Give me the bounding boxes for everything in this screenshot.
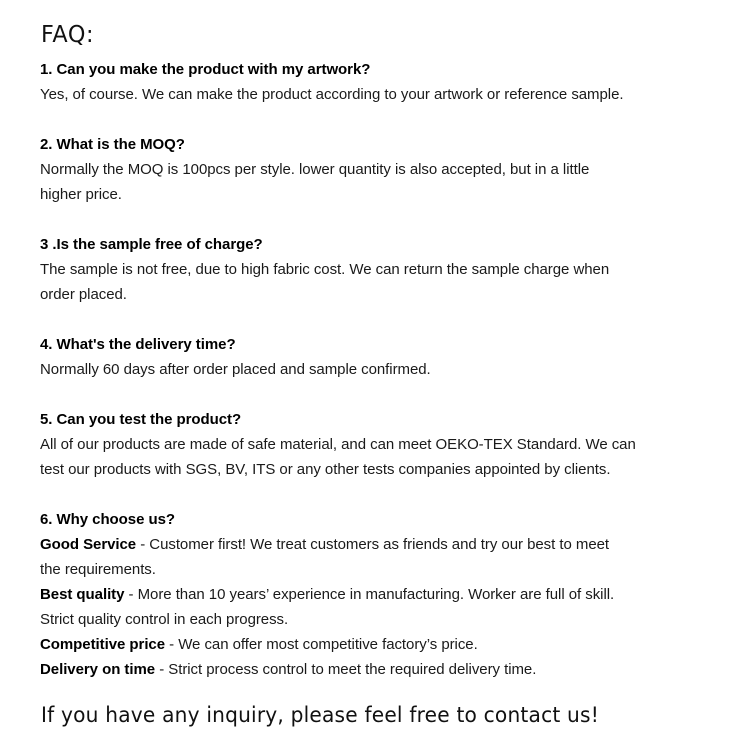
faq-item-6 (40, 507, 714, 682)
reason-best-quality-lead: Best quality (40, 586, 125, 603)
reason-delivery-on-time (40, 657, 714, 682)
reason-competitive-price-lead: Competitive price (40, 636, 166, 653)
faq-item-3 (40, 232, 714, 307)
faq-question-6: 6. Why choose us? (40, 511, 176, 528)
page-title: FAQ: (41, 22, 95, 48)
reason-best-quality-continuation: Strict quality control in each progress. (40, 611, 289, 628)
reason-good-service-text: - Customer first! We treat customers as friends and try our best to meet (136, 536, 610, 553)
faq-answer-3-line-1: The sample is not free, due to high fabric cost. We can return the sample charge when (40, 261, 610, 278)
faq-question-5: 5. Can you test the product? (40, 411, 242, 428)
reason-competitive-price-text: - We can offer most competitive factory’s price. (165, 636, 478, 653)
reason-best-quality-text: - More than 10 years’ experience in manufacturing. Worker are full of skill. (124, 586, 615, 603)
faq-item-2 (40, 132, 714, 207)
faq-answer-5-line-2: test our products with SGS, BV, ITS or any other tests companies appointed by clients. (40, 461, 611, 478)
reason-delivery-on-time-lead: Delivery on time (40, 661, 156, 678)
faq-answer-1-line-1: Yes, of course. We can make the product according to your artwork or reference sample. (40, 86, 624, 103)
reason-good-service-lead: Good Service (40, 536, 137, 553)
faq-item-4 (40, 332, 714, 382)
faq-question-2: 2. What is the MOQ? (40, 136, 185, 153)
faq-question-1: 1. Can you make the product with my artwork? (40, 61, 371, 78)
faq-item-5 (40, 407, 714, 482)
reason-best-quality (40, 582, 714, 607)
reason-good-service (40, 532, 714, 557)
faq-answer-3-line-2: order placed. (40, 286, 127, 303)
reason-good-service-continuation: the requirements. (40, 561, 156, 578)
faq-answer-2-line-1: Normally the MOQ is 100pcs per style. lower quantity is also accepted, but in a little (40, 161, 590, 178)
faq-question-4: 4. What's the delivery time? (40, 336, 236, 353)
faq-answer-4-line-1: Normally 60 days after order placed and sample confirmed. (40, 361, 431, 378)
reason-competitive-price (40, 632, 714, 657)
faq-answer-5-line-1: All of our products are made of safe material, and can meet OEKO-TEX Standard. We can (40, 436, 636, 453)
faq-answer-2-line-2: higher price. (40, 186, 122, 203)
reason-delivery-on-time-text: - Strict process control to meet the required delivery time. (155, 661, 537, 678)
closing-contact-message: If you have any inquiry, please feel free to contact us! (41, 703, 599, 727)
faq-question-3: 3 .Is the sample free of charge? (40, 236, 263, 253)
faq-item-1 (40, 57, 714, 107)
